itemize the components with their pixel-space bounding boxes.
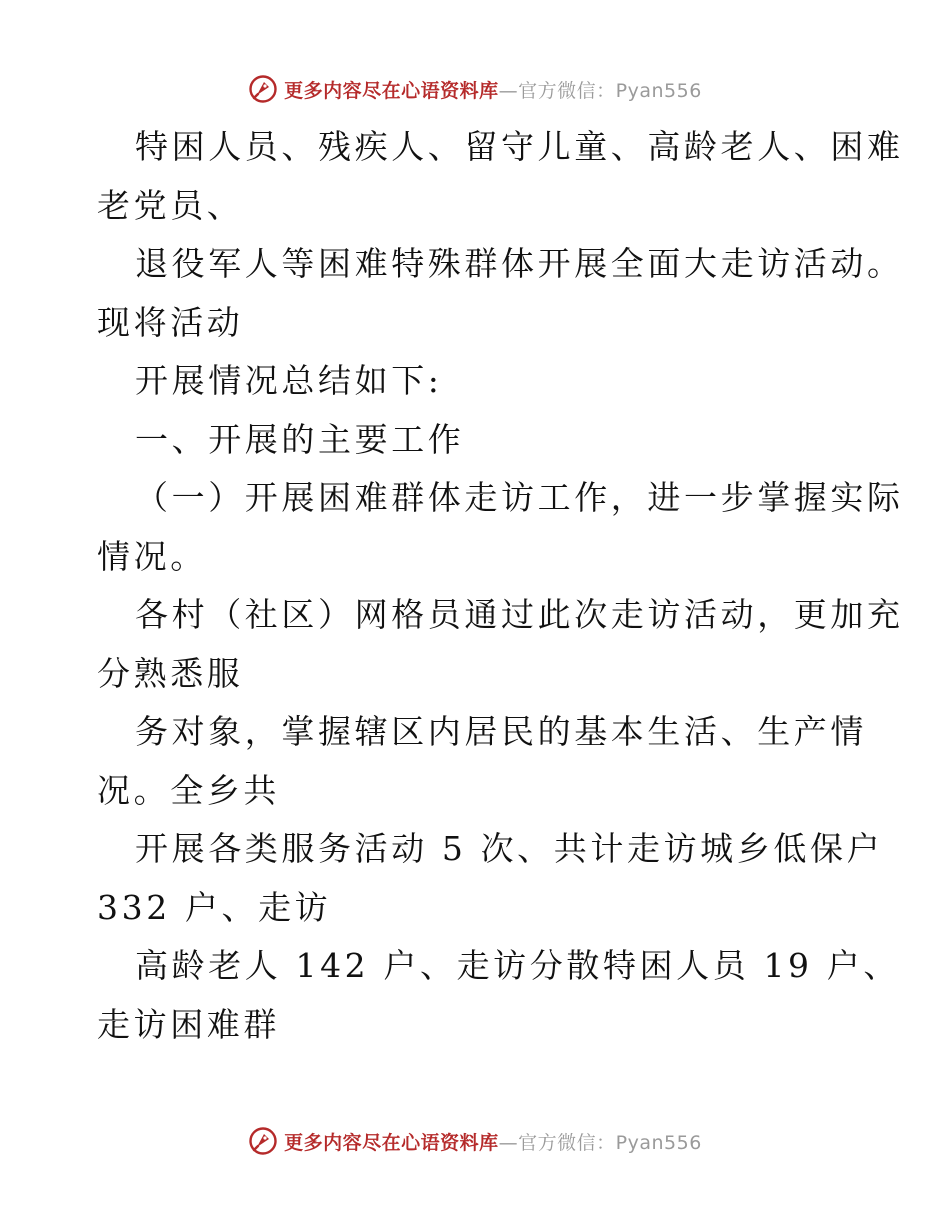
watermark-text (284, 76, 702, 103)
watermark-wechat: —官方微信：Pyan556 (498, 1131, 702, 1154)
text-line: 开展情况总结如下: (135, 361, 443, 400)
text-line: 特困人员、残疾人、留守儿童、高龄老人、困难 (135, 127, 904, 166)
watermark-wechat: —官方微信：Pyan556 (498, 79, 702, 102)
section-heading: 一、开展的主要工作 (135, 419, 465, 459)
footer-watermark (0, 1124, 950, 1158)
watermark-brand: 更多内容尽在心语资料库 (284, 1131, 499, 1154)
text-line: 现将活动 (97, 302, 244, 342)
pen-nib-circle-icon (248, 1126, 278, 1156)
text-line: 分熟悉服 (97, 653, 244, 693)
pen-nib-circle-icon (248, 74, 278, 104)
watermark-text (284, 1128, 702, 1155)
text-line: 走访困难群 (97, 1004, 280, 1044)
text-line: 332 户、走访 (97, 887, 332, 927)
text-line: 高龄老人 142 户、走访分散特困人员 19 户、 (135, 946, 900, 985)
subsection-heading: （一）开展困难群体走访工作，进一步掌握实际 (135, 478, 904, 517)
text-line: 况。全乡共 (97, 770, 280, 810)
text-line: 各村（社区）网格员通过此次走访活动，更加充 (135, 595, 904, 634)
watermark-brand: 更多内容尽在心语资料库 (284, 79, 499, 102)
header-watermark (0, 72, 950, 106)
document-body (97, 118, 904, 1054)
text-line: 开展各类服务活动 5 次、共计走访城乡低保户 (135, 829, 884, 868)
text-line: 务对象，掌握辖区内居民的基本生活、生产情 (135, 712, 867, 751)
text-line: 情况。 (97, 536, 207, 576)
text-line: 老党员、 (97, 185, 244, 225)
text-line: 退役军人等困难特殊群体开展全面大走访活动。 (135, 244, 904, 283)
